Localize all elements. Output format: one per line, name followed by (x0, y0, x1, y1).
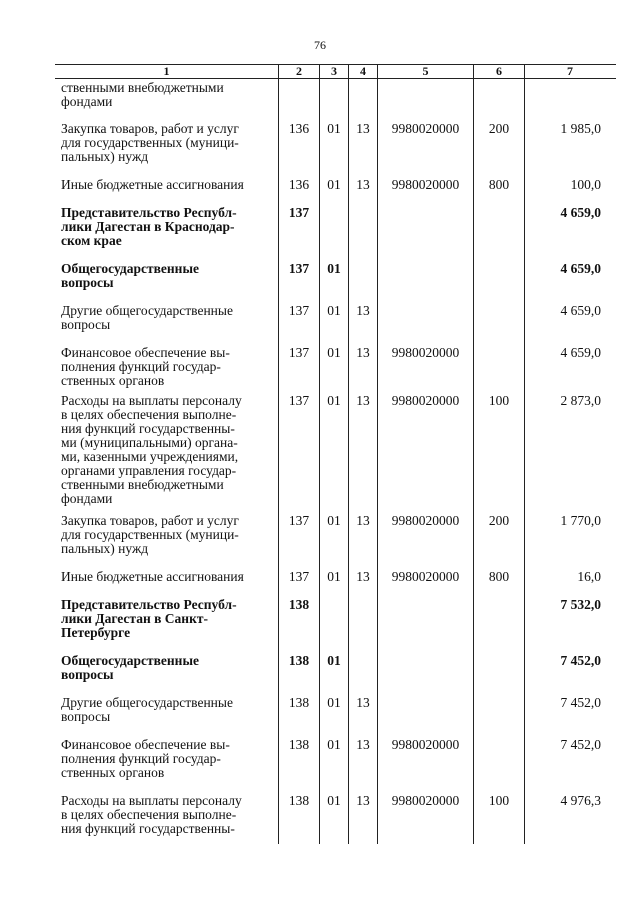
cell-amount (525, 794, 615, 808)
cell-c5: 9980020000 (391, 737, 460, 752)
row-name-line: ственных органов (61, 373, 165, 388)
row-name-line: для государственных (муници- (61, 527, 239, 542)
column-header-4: 4 (360, 64, 366, 78)
cell-c2: 138 (288, 653, 310, 668)
cell-amount (525, 570, 615, 584)
column-header-6: 6 (496, 64, 502, 78)
cell-c2: 137 (288, 345, 310, 360)
cell-c6: 100 (488, 393, 510, 408)
row-name (61, 570, 275, 584)
row-name-line: ми, казенными учреждениями, (61, 449, 239, 464)
cell-c3: 01 (327, 513, 341, 528)
cell-c4: 13 (356, 303, 370, 318)
row-name-line: в целях обеспечения выполне- (61, 807, 237, 822)
cell-amount (525, 654, 615, 668)
row-name-line: Закупка товаров, работ и услуг (61, 513, 239, 528)
cell-c3: 01 (327, 793, 341, 808)
cell-c4: 13 (356, 695, 370, 710)
column-header-5: 5 (422, 64, 429, 78)
cell-c3: 01 (327, 653, 341, 668)
cell-c4: 13 (356, 513, 370, 528)
cell-c2: 136 (288, 121, 310, 136)
column-header-2: 2 (296, 64, 302, 78)
amount-value: 2 873,0 (560, 393, 601, 408)
row-name-line: Иные бюджетные ассигнования (61, 569, 244, 584)
row-name-line: вопросы (61, 275, 114, 290)
row-name-line: ственными внебюджетными (61, 80, 224, 95)
row-name (61, 81, 275, 109)
cell-amount (525, 81, 615, 95)
cell-c4: 13 (356, 737, 370, 752)
column-header-3: 3 (331, 64, 337, 78)
cell-amount (525, 696, 615, 710)
cell-amount (525, 262, 615, 276)
row-name-line: для государственных (муници- (61, 135, 239, 150)
cell-c6: 800 (488, 177, 510, 192)
amount-value: 4 659,0 (560, 345, 601, 360)
cell-c5: 9980020000 (391, 121, 460, 136)
amount-value: 100,0 (570, 177, 601, 192)
cell-c2: 137 (288, 569, 310, 584)
cell-c5: 9980020000 (391, 177, 460, 192)
cell-c6: 800 (488, 569, 510, 584)
row-name-line: Расходы на выплаты персоналу (61, 393, 242, 408)
row-name-line: лики Дагестан в Краснодар- (61, 219, 235, 234)
row-name (61, 514, 275, 556)
amount-value: 4 976,3 (560, 793, 601, 808)
cell-amount (525, 206, 615, 220)
cell-amount (525, 738, 615, 752)
row-name-line: Другие общегосударственные (61, 695, 233, 710)
row-name-line: вопросы (61, 317, 111, 332)
cell-c3: 01 (327, 393, 341, 408)
cell-c2: 137 (288, 261, 310, 276)
row-name-line: вопросы (61, 667, 114, 682)
cell-amount (525, 514, 615, 528)
row-name-line: пальных) нужд (61, 149, 149, 164)
row-name-line: Общегосударственные (61, 653, 199, 668)
row-name (61, 794, 275, 836)
row-name-line: органами управления государ- (61, 463, 237, 478)
cell-c3: 01 (327, 261, 341, 276)
row-name-line: ми (муниципальными) органа- (61, 435, 238, 450)
row-name-line: ственных органов (61, 765, 165, 780)
row-name-line: полнения функций государ- (61, 751, 221, 766)
row-name-line: Иные бюджетные ассигнования (61, 177, 244, 192)
row-name (61, 654, 275, 682)
row-name (61, 598, 275, 640)
column-header-1: 1 (163, 64, 170, 78)
cell-c2: 137 (288, 205, 310, 220)
row-name-line: ственными внебюджетными (61, 477, 224, 492)
row-name-line: ния функций государственны- (61, 421, 235, 436)
row-name-line: Расходы на выплаты персоналу (61, 793, 242, 808)
amount-value: 7 452,0 (560, 737, 601, 752)
cell-c2: 137 (288, 513, 310, 528)
cell-c2: 138 (288, 597, 310, 612)
cell-c4: 13 (356, 393, 370, 408)
cell-c3: 01 (327, 121, 341, 136)
row-name-line: лики Дагестан в Санкт- (61, 611, 208, 626)
amount-value: 16,0 (577, 569, 601, 584)
cell-c2: 137 (288, 303, 310, 318)
cell-c5: 9980020000 (391, 393, 460, 408)
budget-table (55, 64, 616, 844)
amount-value: 4 659,0 (560, 261, 601, 276)
row-name (61, 304, 275, 332)
cell-amount (525, 122, 615, 136)
cell-c5: 9980020000 (391, 513, 460, 528)
row-name-line: Финансовое обеспечение вы- (61, 345, 230, 360)
cell-amount (525, 346, 615, 360)
cell-c3: 01 (327, 303, 341, 318)
amount-value: 1 770,0 (560, 513, 601, 528)
row-name (61, 122, 275, 164)
row-name-line: в целях обеспечения выполне- (61, 407, 237, 422)
cell-amount (525, 178, 615, 192)
header-bottom-rule (55, 78, 616, 79)
row-name-line: фондами (61, 491, 113, 506)
cell-c2: 138 (288, 793, 310, 808)
cell-c6: 200 (488, 513, 510, 528)
cell-c2: 137 (288, 393, 310, 408)
row-name-line: вопросы (61, 709, 111, 724)
cell-c4: 13 (356, 345, 370, 360)
cell-c3: 01 (327, 695, 341, 710)
row-name (61, 738, 275, 780)
cell-c4: 13 (356, 793, 370, 808)
row-name-line: Закупка товаров, работ и услуг (61, 121, 239, 136)
row-name-line: Представительство Республ- (61, 205, 237, 220)
cell-c6: 200 (488, 121, 510, 136)
row-name (61, 394, 275, 506)
amount-value: 1 985,0 (560, 121, 601, 136)
row-name-line: ния функций государственны- (61, 821, 235, 836)
row-name-line: Финансовое обеспечение вы- (61, 737, 230, 752)
cell-c5: 9980020000 (391, 793, 460, 808)
row-name (61, 262, 275, 290)
row-name-line: Представительство Республ- (61, 597, 237, 612)
row-name (61, 178, 275, 192)
page-number: 76 (314, 38, 326, 52)
amount-value: 7 452,0 (560, 653, 601, 668)
row-name (61, 206, 275, 248)
cell-c5: 9980020000 (391, 569, 460, 584)
cell-c2: 138 (288, 695, 310, 710)
cell-c4: 13 (356, 569, 370, 584)
cell-c3: 01 (327, 569, 341, 584)
cell-amount (525, 394, 615, 408)
row-name-line: ском крае (61, 233, 122, 248)
row-name-line: пальных) нужд (61, 541, 149, 556)
row-name-line: Общегосударственные (61, 261, 199, 276)
cell-amount (525, 304, 615, 318)
amount-value: 4 659,0 (560, 205, 601, 220)
column-header-7: 7 (567, 64, 573, 78)
row-name (61, 346, 275, 388)
cell-c5: 9980020000 (391, 345, 460, 360)
row-name-line: фондами (61, 94, 113, 109)
amount-value: 7 532,0 (560, 597, 601, 612)
cell-c4: 13 (356, 177, 370, 192)
cell-c2: 138 (288, 737, 310, 752)
row-name-line: Петербурге (61, 625, 131, 640)
amount-value: 4 659,0 (560, 303, 601, 318)
cell-c6: 100 (488, 793, 510, 808)
row-name-line: полнения функций государ- (61, 359, 221, 374)
cell-c3: 01 (327, 177, 341, 192)
cell-c3: 01 (327, 737, 341, 752)
row-name (61, 696, 275, 724)
amount-value: 7 452,0 (560, 695, 601, 710)
cell-c4: 13 (356, 121, 370, 136)
cell-amount (525, 598, 615, 612)
row-name-line: Другие общегосударственные (61, 303, 233, 318)
cell-c3: 01 (327, 345, 341, 360)
cell-c2: 136 (288, 177, 310, 192)
